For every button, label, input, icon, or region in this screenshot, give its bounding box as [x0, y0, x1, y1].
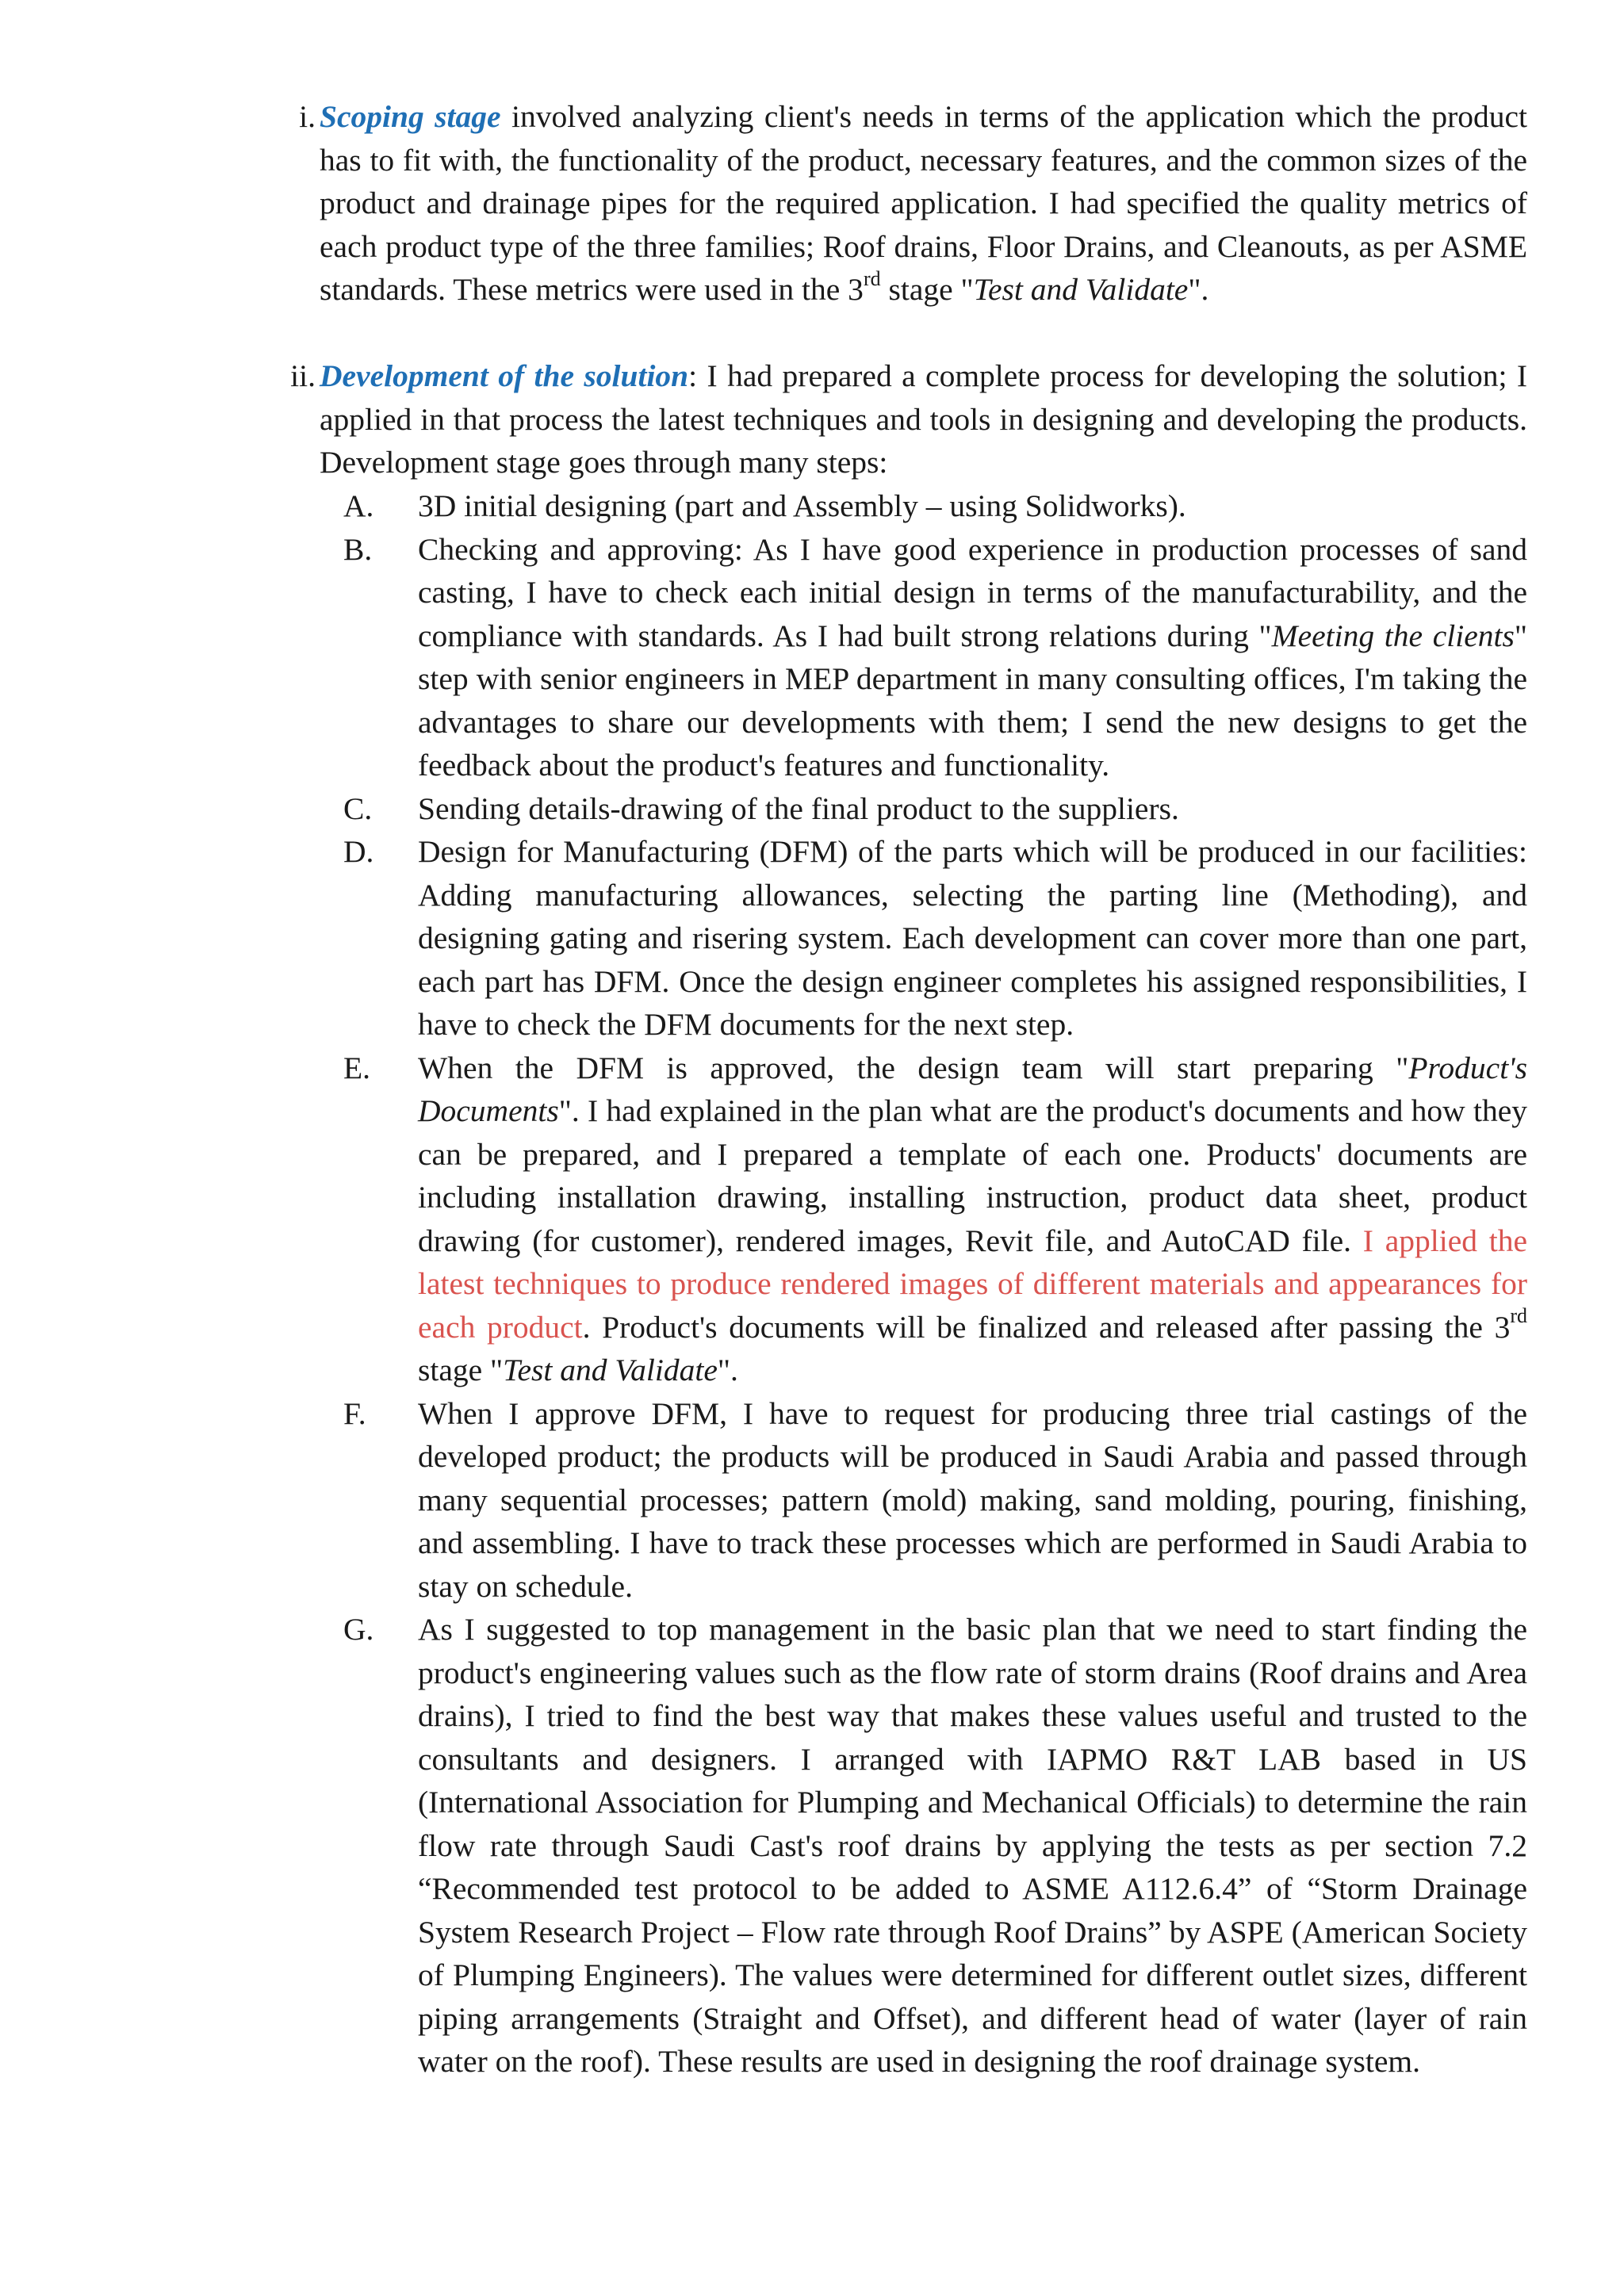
step-g [343, 1608, 1527, 2084]
step-text: When I approve DFM, I have to request for producing three trial castings of the developed product; the products will be produced in Saudi Arabia and passed through many sequential processes; pattern (mold) making, sand molding, pouring, finishing, and assembling. I have to track these processes which are performed in Saudi Arabia to stay on schedule. [418, 1395, 1527, 1604]
step-a [343, 484, 1527, 528]
step-text: Design for Manufacturing (DFM) of the parts which will be produced in our facilities: Adding manufacturing allowances, selecting the parting line (Methoding), and designing gating and risering system. Each development can cover more than one part, each part has DFM. Once the design engineer completes his assigned responsibilities, I have to check the DFM documents for the next step. [418, 834, 1527, 1042]
step-text [418, 1047, 1527, 1392]
roman-item-ii [262, 354, 1527, 484]
italic-text: Product's Documents [418, 1050, 1527, 1128]
paragraph-scoping-stage [320, 95, 1527, 312]
text-segment: When the DFM is approved, the design team will start preparing " [418, 1050, 1409, 1085]
list-marker: i. [299, 99, 316, 134]
text-segment: ". [717, 1353, 738, 1387]
paragraph-development [320, 354, 1527, 484]
italic-text: Test and Validate [973, 272, 1189, 307]
term-development-of-the-solution: Development of the solution [320, 358, 689, 393]
development-steps-list [343, 484, 1527, 2084]
list-marker: ii. [290, 358, 316, 393]
list-marker: F. [343, 1395, 366, 1431]
list-marker: D. [343, 834, 374, 869]
list-marker: A. [343, 488, 374, 523]
list-marker: G. [343, 1612, 374, 1647]
step-text [418, 528, 1527, 787]
superscript: rd [1510, 1304, 1527, 1328]
roman-item-i [262, 95, 1527, 312]
italic-text: Test and Validate [503, 1353, 718, 1387]
italic-text: Meeting the clients [1271, 618, 1515, 653]
superscript: rd [863, 266, 881, 290]
list-marker: C. [343, 790, 373, 826]
step-b [343, 528, 1527, 787]
step-d [343, 830, 1527, 1047]
list-marker: E. [343, 1050, 371, 1085]
text-segment: " step with senior engineers in MEP department in many consulting offices, I'm taking the advantages to share our developments with them; I send the new designs to get the feedback about the product's features and functionality. [418, 618, 1527, 783]
text-segment: involved analyzing client's needs in terms of the application which the product has to fit with, the functionality of the product, necessary features, and the common sizes of the product and drainage pipes for the required application. I had specified the quality metrics of each product type of the three families; Roof drains, Floor Drains, and Cleanouts, as per ASME standards. These metrics were used in the 3 [320, 99, 1527, 307]
highlighted-text: I applied the latest techniques to produce rendered images of different materials and appearances for each product [418, 1223, 1527, 1345]
text-segment: ". I had explained in the plan what are the product's documents and how they can be prepared, and I prepared a template of each one. Products' documents are including installation drawing, installing instruction, product data sheet, product drawing (for customer), rendered images, Revit file, and AutoCAD file. [418, 1093, 1527, 1258]
text-segment: stage " [880, 272, 974, 307]
text-segment: stage " [418, 1353, 504, 1387]
list-marker: B. [343, 531, 373, 567]
step-text: 3D initial designing (part and Assembly – using Solidworks). [418, 488, 1186, 523]
text-segment: Checking and approving: As I have good experience in production processes of sand casting, I have to check each initial design in terms of the manufacturability, and the compliance with standards. As I had built strong relations during " [418, 531, 1527, 653]
text-segment: ". [1188, 272, 1209, 307]
text-segment: : I had prepared a complete process for developing the solution; I applied in that process the latest techniques and tools in designing and developing the products. Development stage goes through many steps: [320, 358, 1527, 480]
step-f [343, 1392, 1527, 1609]
step-c [343, 787, 1527, 831]
step-text: Sending details-drawing of the final product to the suppliers. [418, 790, 1179, 826]
text-segment: . Product's documents will be finalized and released after passing the 3 [582, 1309, 1511, 1345]
term-scoping-stage: Scoping stage [320, 99, 501, 134]
step-e [343, 1047, 1527, 1392]
step-text: As I suggested to top management in the basic plan that we need to start finding the product's engineering values such as the flow rate of storm drains (Roof drains and Area drains), I tried to find the best way that makes these values useful and trusted to the consultants and designers. I arranged with IAPMO R&T LAB based in US (International Association for Plumping and Mechanical Officials) to determine the rain flow rate through Saudi Cast's roof drains by applying the tests as per section 7.2 “Recommended test protocol to be added to ASME A112.6.4” of “Storm Drainage System Research Project – Flow rate through Roof Drains” by ASPE (American Society of Plumping Engineers). The values were determined for different outlet sizes, different piping arrangements (Straight and Offset), and different head of water (layer of rain water on the roof). These results are used in designing the roof drainage system. [418, 1612, 1527, 2079]
